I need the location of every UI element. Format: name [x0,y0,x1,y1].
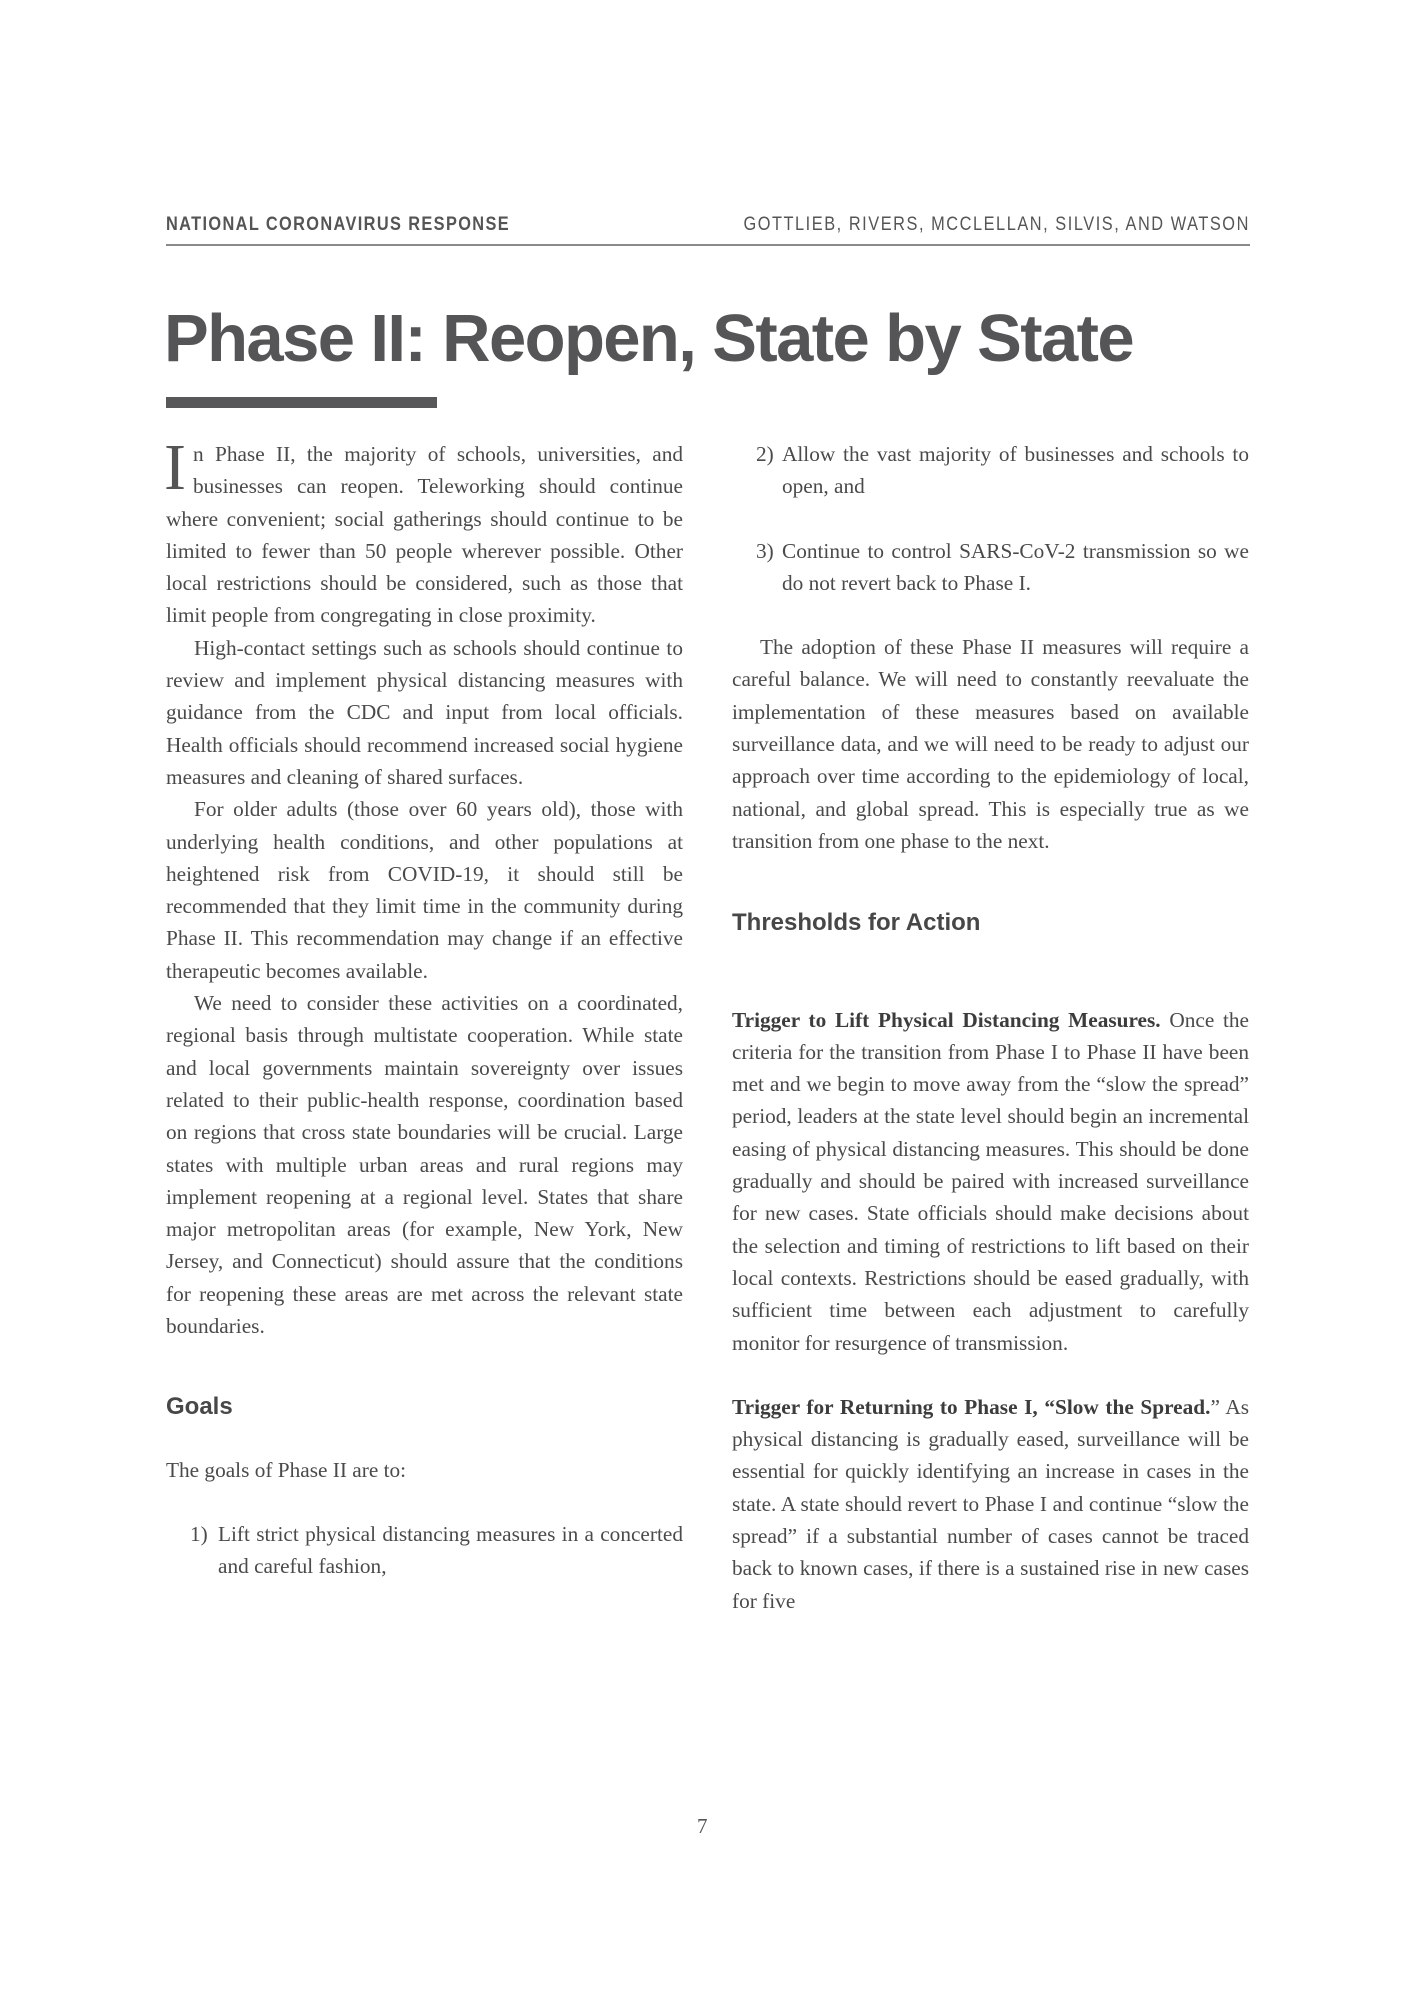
list-text: Continue to control SARS-CoV-2 transmission so we do not revert back to Phase I. [782,538,1249,595]
goal-list-item [732,438,1249,503]
goal-list-item [166,1518,683,1583]
drop-cap: I [164,431,186,504]
body-paragraph: For older adults (those over 60 years old), those with underlying health conditions, and other populations at heightened risk from COVID-19, it should still be recommended that they limit time in the community during Phase II. This recommendation may change if an effective therapeutic becomes available. [166,797,683,983]
trigger-lift-lead: Trigger to Lift Physical Distancing Measures. [732,1007,1161,1032]
body-paragraph: We need to consider these activities on a coordinated, regional basis through multistate cooperation. While state and local governments maintain sovereignty over issues related to their public-health response, coordination based on regions that cross state boundaries will be crucial. Large states with multiple urban areas and rural regions may implement reopening at a regional level. States that share major metropolitan areas (for example, New York, New Jersey, and Connecticut) should assure that the conditions for reopening these areas are met across the relevant state boundaries. [166,991,683,1339]
goals-intro: The goals of Phase II are to: [166,1457,407,1482]
trigger-lift-paragraph [732,1004,1249,1359]
list-number: 1) [190,1521,208,1546]
section-heading-goals: Goals [166,1393,233,1421]
trigger-lift-text: Once the criteria for the transition from Phase I to Phase II have been met and we begin to move away from the “slow the spread” period, leaders at the state level should begin an incremental easing of physical distancing measures. This should be done gradually and should be paired with increased surveillance for new cases. State officials should make decisions about the selection and timing of restrictions to lift based on their local contexts. Restrictions should be eased gradually, with sufficient time between each adjustment to carefully monitor for resurgence of transmission. [732,1007,1249,1355]
body-paragraph: The adoption of these Phase II measures will require a careful balance. We will need to constantly reevaluate the implementation of these measures based on available surveillance data, and we will need to be ready to adjust our approach over time according to the epidemiology of local, national, and global spread. This is especially true as we transition from one phase to the next. [732,635,1249,853]
running-header [166,212,1250,246]
list-text: Lift strict physical distancing measures in a concerted and careful fashion, [218,1521,683,1579]
section-heading-thresholds: Thresholds for Action [732,909,981,937]
title-underline-bar [166,397,437,408]
header-publication-title: NATIONAL CORONAVIRUS RESPONSE [166,214,511,235]
list-text: Allow the vast majority of businesses and schools to open, and [782,442,1249,499]
trigger-return-lead: Trigger for Returning to Phase I, “Slow the Spread. [732,1394,1211,1419]
body-paragraph: High-contact settings such as schools should continue to review and implement physical distancing measures with guidance from the CDC and input from local officials. Health officials should recommend increased social hygiene measures and cleaning of shared surfaces. [166,635,683,789]
left-column [164,431,683,1583]
page-title: Phase II: Reopen, State by State [164,301,1133,376]
page-number: 7 [697,1814,708,1838]
list-number: 3) [756,538,774,563]
right-column [732,438,1249,1617]
intro-paragraph-text: n Phase II, the majority of schools, universities, and businesses can reopen. Teleworking should continue where convenient; social gatherings should continue to be limited to fewer than 50 people wherever possible. Other local restrictions should be considered, such as those that limit people from congregating in close proximity. [166,442,683,628]
goal-list-item [732,535,1249,600]
list-number: 2) [756,442,774,466]
header-authors: GOTTLIEB, RIVERS, MCCLELLAN, SILVIS, AND WATSON [743,214,1250,235]
trigger-return-paragraph [732,1391,1249,1617]
trigger-return-text: ” As physical distancing is gradually eased, surveillance will be essential for quickly identifying an increase in cases in the state. A state should revert to Phase I and continue “slow the spread” if a substantial number of cases cannot be traced back to known cases, if there is a sustained rise in new cases for five [732,1394,1249,1613]
intro-paragraph [164,431,683,632]
